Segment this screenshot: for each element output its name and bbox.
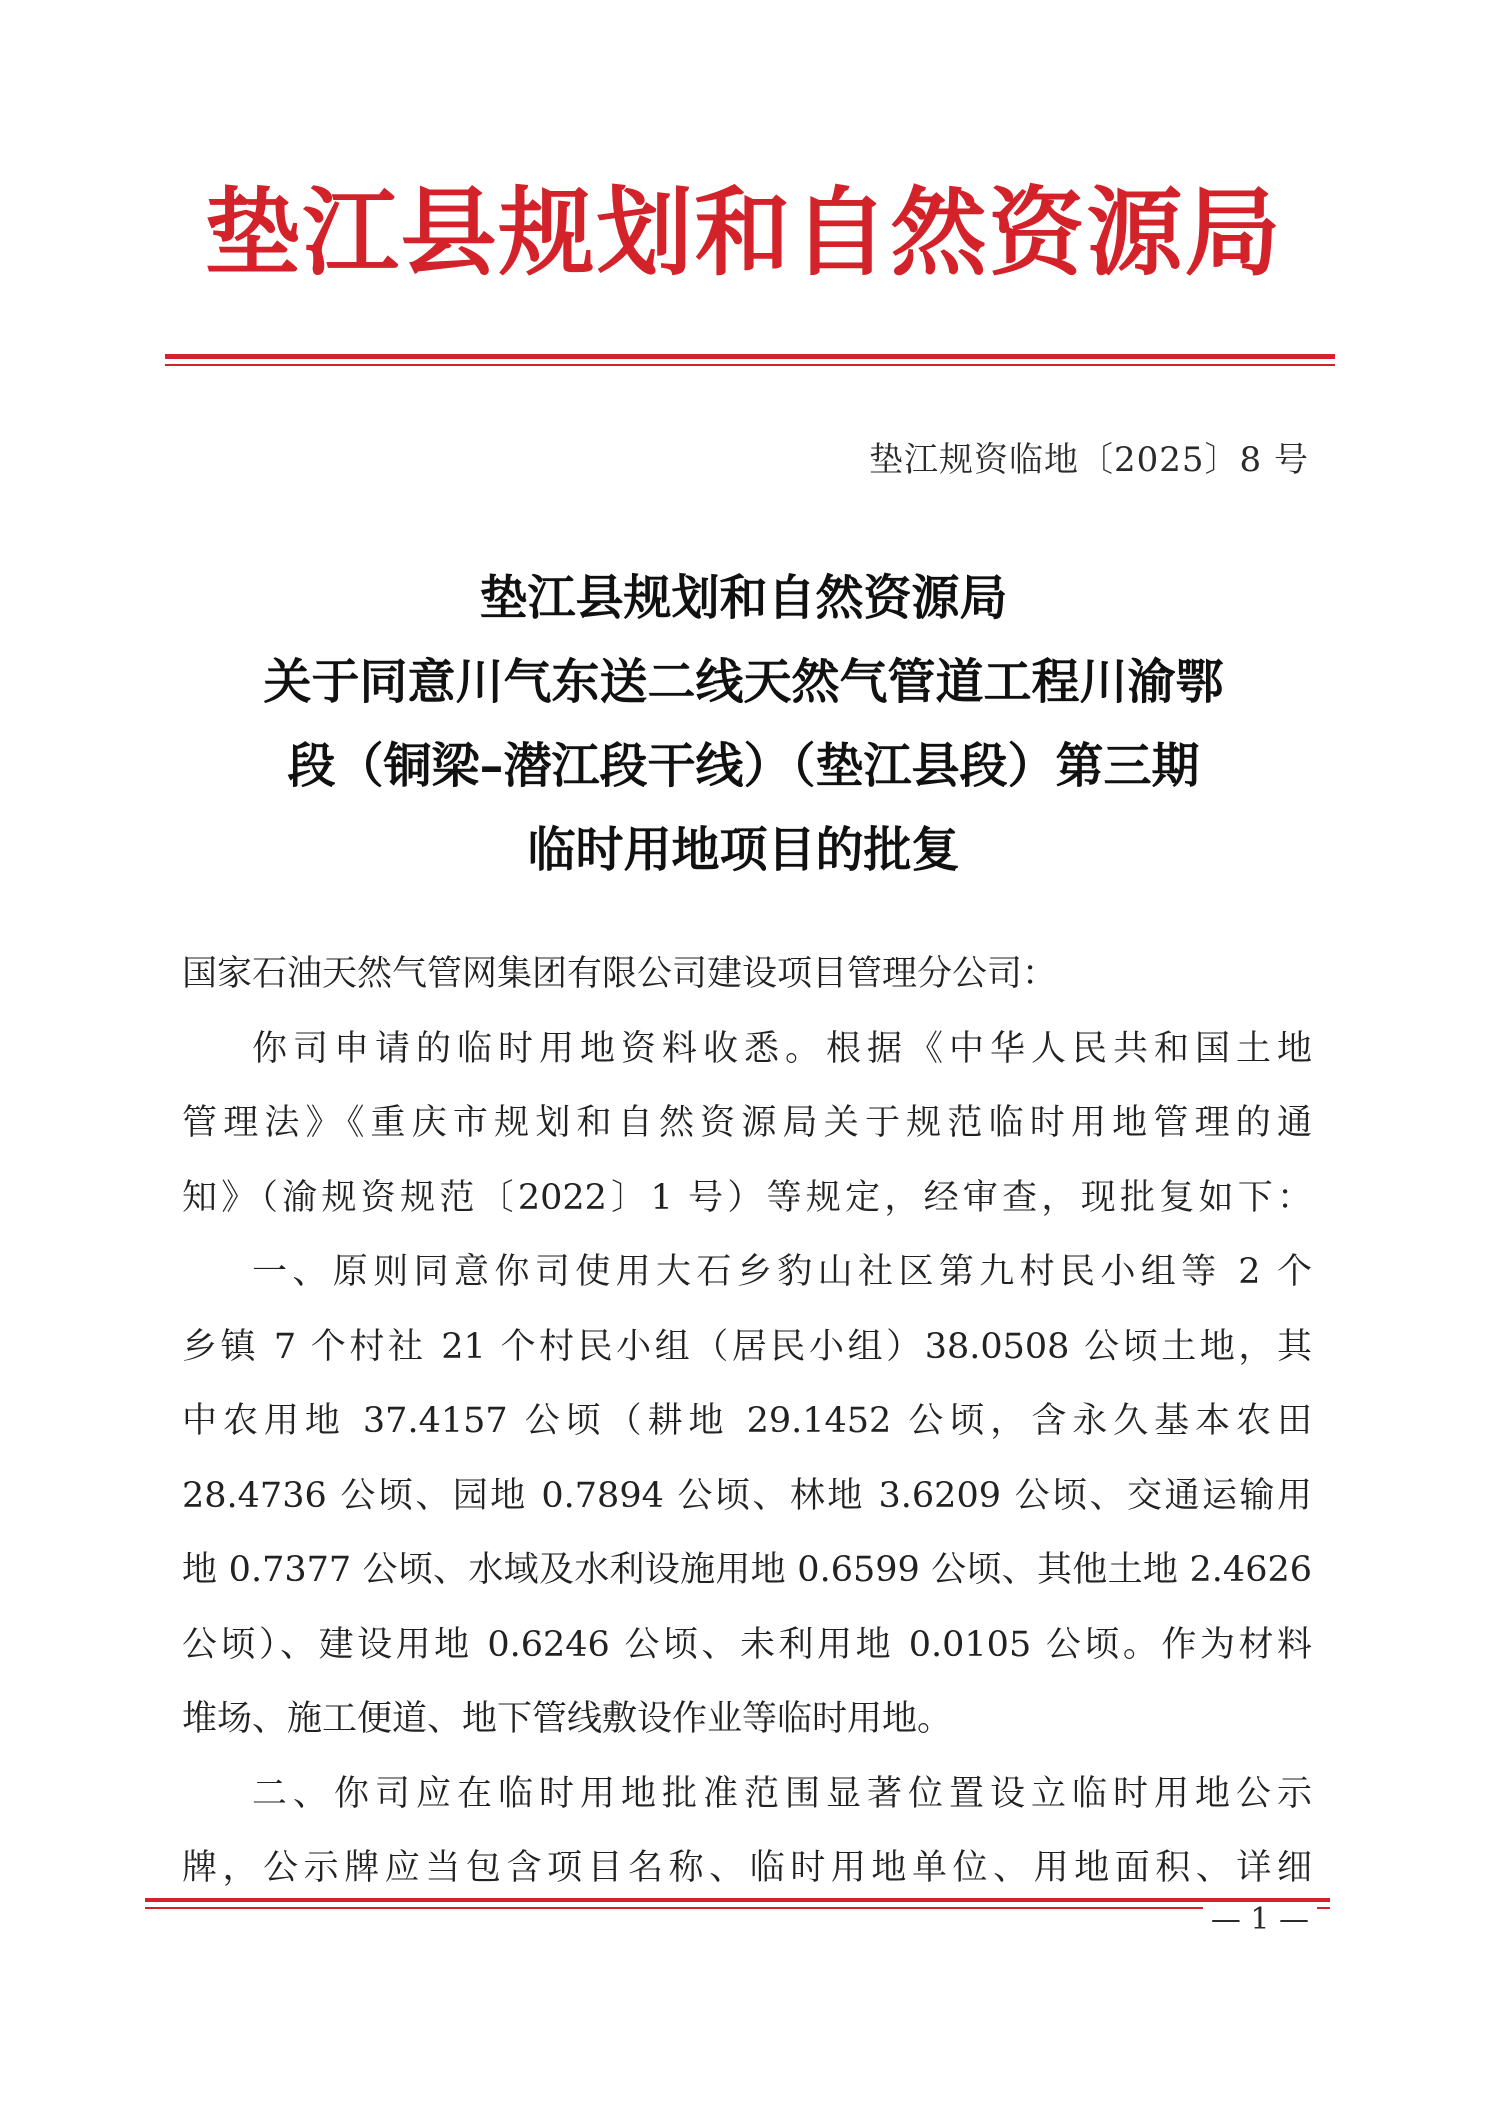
body-line: 知》（渝规资规范〔2022〕1 号）等规定，经审查，现批复如下： xyxy=(182,1177,1312,1218)
footer-rule-thick xyxy=(145,1898,1330,1902)
title-line: 段（铜梁–潜江段干线）（垫江县段）第三期 xyxy=(287,738,1200,794)
body-line: 堆场、施工便道、地下管线敷设作业等临时用地。 xyxy=(182,1699,953,1739)
body-line: 你司申请的临时用地资料收悉。根据《中华人民共和国土地 xyxy=(252,1028,1312,1069)
body-line: 管理法》《重庆市规划和自然资源局关于规范临时用地管理的通 xyxy=(182,1103,1312,1143)
title-line: 关于同意川气东送二线天然气管道工程川渝鄂 xyxy=(263,654,1224,710)
document-title xyxy=(0,556,1487,892)
addressee-line: 国家石油天然气管网集团有限公司建设项目管理分公司： xyxy=(182,954,1058,994)
footer-rule-thin xyxy=(145,1907,1330,1909)
body-line: 一、原则同意你司使用大石乡豹山社区第九村民小组等 2 个 xyxy=(252,1252,1312,1292)
body-line: 乡镇 7 个村社 21 个村民小组（居民小组）38.0508 公顷土地，其 xyxy=(182,1326,1312,1367)
body-line: 公顷）、建设用地 0.6246 公顷、未利用地 0.0105 公顷。作为材料 xyxy=(182,1624,1312,1665)
masthead-rule-thin xyxy=(165,364,1335,366)
body-line: 牌，公示牌应当包含项目名称、临时用地单位、用地面积、详细 xyxy=(182,1848,1312,1888)
title-line: 临时用地项目的批复 xyxy=(527,822,960,878)
title-line: 垫江县规划和自然资源局 xyxy=(479,570,1008,626)
body-line: 28.4736 公顷、园地 0.7894 公顷、林地 3.6209 公顷、交通运输用 xyxy=(182,1475,1312,1516)
body-line: 二、你司应在临时用地批准范围显著位置设立临时用地公示 xyxy=(252,1773,1312,1814)
page-number: — 1 — xyxy=(1203,1902,1317,1938)
body-line: 中农用地 37.4157 公顷（耕地 29.1452 公顷，含永久基本农田 xyxy=(182,1401,1312,1441)
agency-masthead: 垫江县规划和自然资源局 xyxy=(204,176,1283,289)
masthead-rule-thick xyxy=(165,354,1335,359)
document-body xyxy=(182,937,1312,1906)
body-line: 地 0.7377 公顷、水域及水利设施用地 0.6599 公顷、其他土地 2.4626 xyxy=(182,1550,1312,1590)
document-number: 垫江规资临地〔2025〕8 号 xyxy=(869,440,1309,480)
